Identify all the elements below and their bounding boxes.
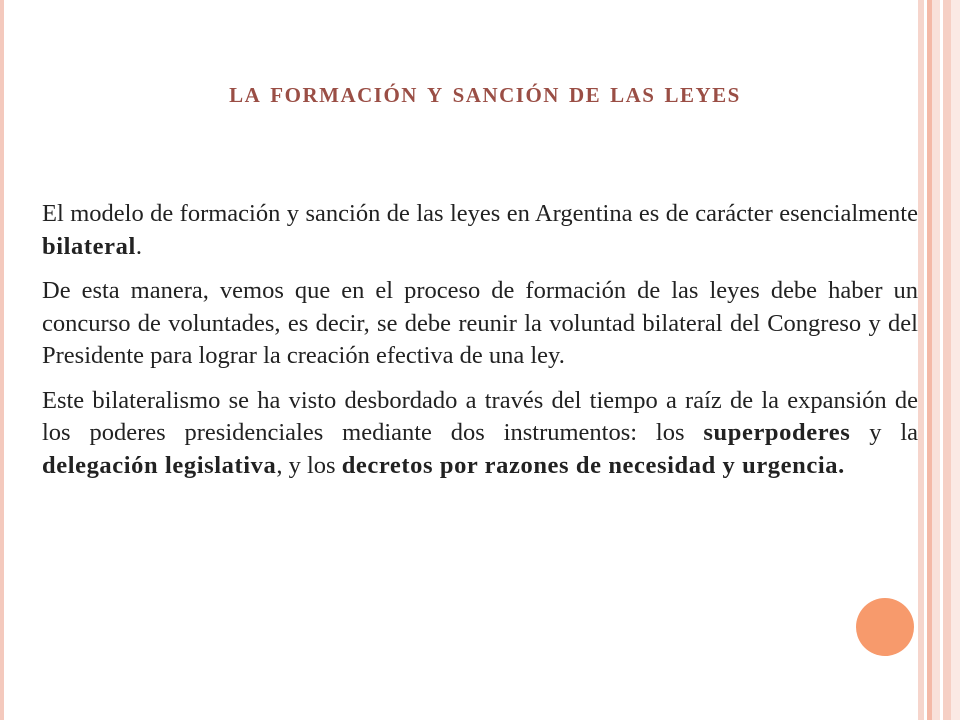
paragraph-1 (42, 198, 918, 263)
paragraph-1-text-2: . (135, 232, 142, 260)
paragraph-3-text-3: , y los (276, 451, 342, 479)
paragraph-1-text-1: El modelo de formación y sanción de las leyes en Argentina es de carácter esencialmente (42, 200, 918, 227)
slide-frame-right (918, 0, 960, 720)
slide-frame-left (0, 0, 4, 720)
accent-circle (856, 598, 914, 656)
paragraph-3-bold-delegacion: delegación legislativa (42, 451, 277, 479)
slide-body (42, 198, 918, 494)
paragraph-2-text-1: De esta manera, vemos que en el proceso de formación de las leyes debe haber un concurso de voluntades, es decir, se debe reunir la voluntad bilateral del Congreso y del Presidente para lograr la creación efectiva de una ley. (42, 277, 918, 369)
paragraph-2 (42, 275, 918, 373)
paragraph-3-bold-decretos: decretos por razones de necesidad y urgencia. (341, 451, 845, 479)
paragraph-3-text-1: Este bilateralismo se ha visto desbordado a través del tiempo a raíz de la expansión de los poderes presidenciales mediante dos instrumentos: los (42, 386, 918, 446)
paragraph-1-bold-bilateral: bilateral (42, 232, 136, 260)
slide-title: la formación y sanción de las leyes (229, 76, 741, 110)
paragraph-3-bold-superpoderes: superpoderes (703, 419, 851, 446)
paragraph-3-text-2: y la (850, 419, 918, 446)
paragraph-3 (42, 385, 918, 483)
